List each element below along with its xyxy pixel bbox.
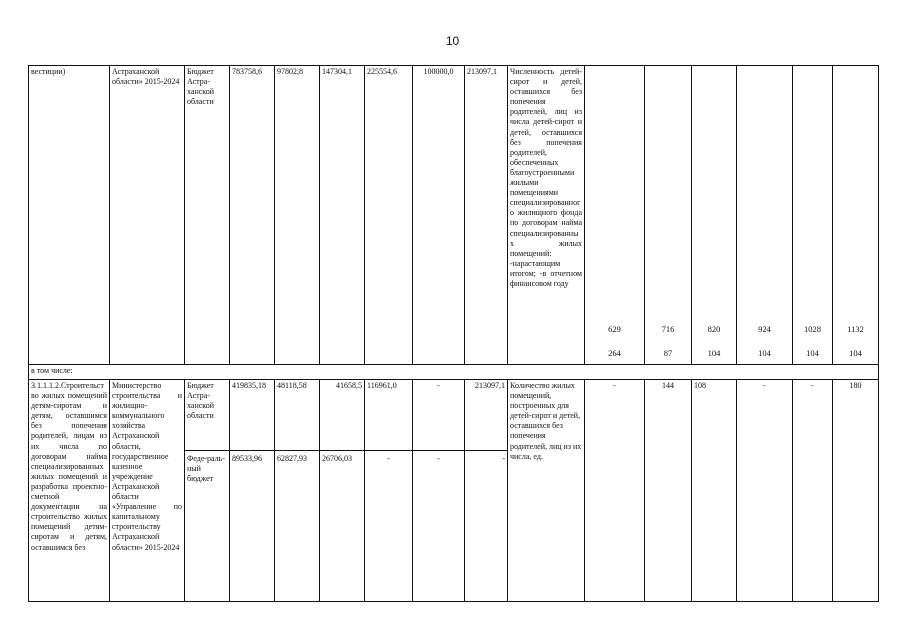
- row1-amount-2017: 225554,6: [365, 66, 413, 365]
- row1-value-total: 924: [758, 324, 771, 334]
- row2-value: 108: [692, 380, 737, 602]
- row2-amount-federal: 26706,03: [322, 454, 352, 463]
- row2-source-1: Бюджет Астра-ханской области: [187, 381, 215, 421]
- row2-amount-federal: 62827,93: [277, 454, 307, 463]
- row2-amount-budget: 419835,18: [232, 381, 266, 390]
- row2-value: -: [737, 380, 793, 602]
- row2-amount-col-2: [275, 380, 320, 602]
- row1-value-col-6: [833, 66, 879, 365]
- row1-value-col-5: [793, 66, 833, 365]
- row2-amount-budget: -: [437, 381, 440, 390]
- row1-value-year: 104: [806, 348, 819, 358]
- row1-source: Бюджет Астра-ханской области: [185, 66, 230, 365]
- row1-value-col-3: [692, 66, 737, 365]
- row1-value-total: 716: [661, 324, 675, 334]
- row2-value: 180: [833, 380, 879, 602]
- row2-amount-federal: -: [437, 454, 440, 463]
- table-row: [29, 380, 879, 602]
- row1-amount-2019: 213097,1: [465, 66, 508, 365]
- row2-amount-budget: 213097,1: [475, 381, 505, 390]
- row1-value-total: 820: [707, 324, 721, 334]
- program-table: [28, 65, 879, 602]
- row1-indicator: Численность детей-сирот и детей, оставшихся без попечения родителей, лиц из числа детей-сирот и детей, оставшихся без попечения родителей, обеспеченных благоустроенными жилыми помещениями специализированного жилищного фонда по договорам найма специализированных жилых помещений: -нарастающим итогом; -в отчетном финансовом году: [508, 66, 585, 365]
- row2-amount-col-1: [230, 380, 275, 602]
- row1-value-year: 264: [608, 348, 621, 358]
- row2-value: -: [585, 380, 645, 602]
- row1-amount-2016: 147304,1: [320, 66, 365, 365]
- row1-name: вестиции): [29, 66, 110, 365]
- row2-indicator: Количество жилых помещений, построенных для детей-сирот и детей, оставшихся без попечения родителей, лиц из их числа, ед.: [508, 380, 585, 602]
- divider: [230, 450, 275, 451]
- row1-value-year: 104: [707, 348, 721, 358]
- row1-amount-2015: 97802,8: [275, 66, 320, 365]
- row2-amount-budget: 48118,58: [277, 381, 307, 390]
- divider: [413, 450, 465, 451]
- row1-value-col-2: [645, 66, 692, 365]
- divider: [275, 450, 320, 451]
- row2-amount-federal: 89533,96: [232, 454, 262, 463]
- row2-amount-col-6: [465, 380, 508, 602]
- divider: [320, 450, 365, 451]
- row2-value: 144: [645, 380, 692, 602]
- divider: [365, 450, 413, 451]
- row2-name: 3.1.1.1.2.Строительство жилых помещений детям-сиротам и детям, оставшимся без попечения родителей, лицам из их числа по договорам найма специализированных жилых помещений и разработка проектно-сметной документации на строительство жилых помещений детям-сиротам и детям, оставшимся без: [29, 380, 110, 602]
- page-number: 10: [445, 34, 460, 48]
- row1-amount-total: 783758,6: [230, 66, 275, 365]
- row2-executor: Министерство строительства и жилищно-коммунального хозяйства Астраханской области, государственное казенное учреждение Астраханской области «Управление по капитальному строительству Астраханской области» 2015-2024: [110, 380, 185, 602]
- row2-value: -: [793, 380, 833, 602]
- row1-executor: Астраханской области» 2015-2024: [110, 66, 185, 365]
- row2-amount-federal: -: [387, 454, 390, 463]
- row1-value-year: 104: [849, 348, 862, 358]
- row2-amount-federal: -: [502, 454, 505, 463]
- row1-value-total: 1132: [847, 324, 864, 334]
- row2-amount-budget: 116961,0: [367, 381, 397, 390]
- subheader-in-total: в том числе:: [29, 365, 879, 380]
- row1-value-col-1: [585, 66, 645, 365]
- divider: [185, 450, 230, 451]
- row1-value-col-4: [737, 66, 793, 365]
- table-row: [29, 365, 879, 380]
- row2-amount-col-4: [365, 380, 413, 602]
- row2-amount-col-3: [320, 380, 365, 602]
- divider: [465, 450, 508, 451]
- row1-value-total: 629: [608, 324, 621, 334]
- row1-amount-2018: 100000,0: [413, 66, 465, 365]
- row2-source-2: Феде-раль-ный бюджет: [187, 454, 225, 484]
- row2-amount-col-5: [413, 380, 465, 602]
- row1-value-year: 104: [758, 348, 771, 358]
- row1-value-total: 1028: [804, 324, 821, 334]
- table-row: [29, 66, 879, 365]
- row2-amount-budget: 41658,5: [336, 381, 362, 390]
- row2-source-cell: [185, 380, 230, 602]
- row1-value-year: 87: [663, 348, 673, 358]
